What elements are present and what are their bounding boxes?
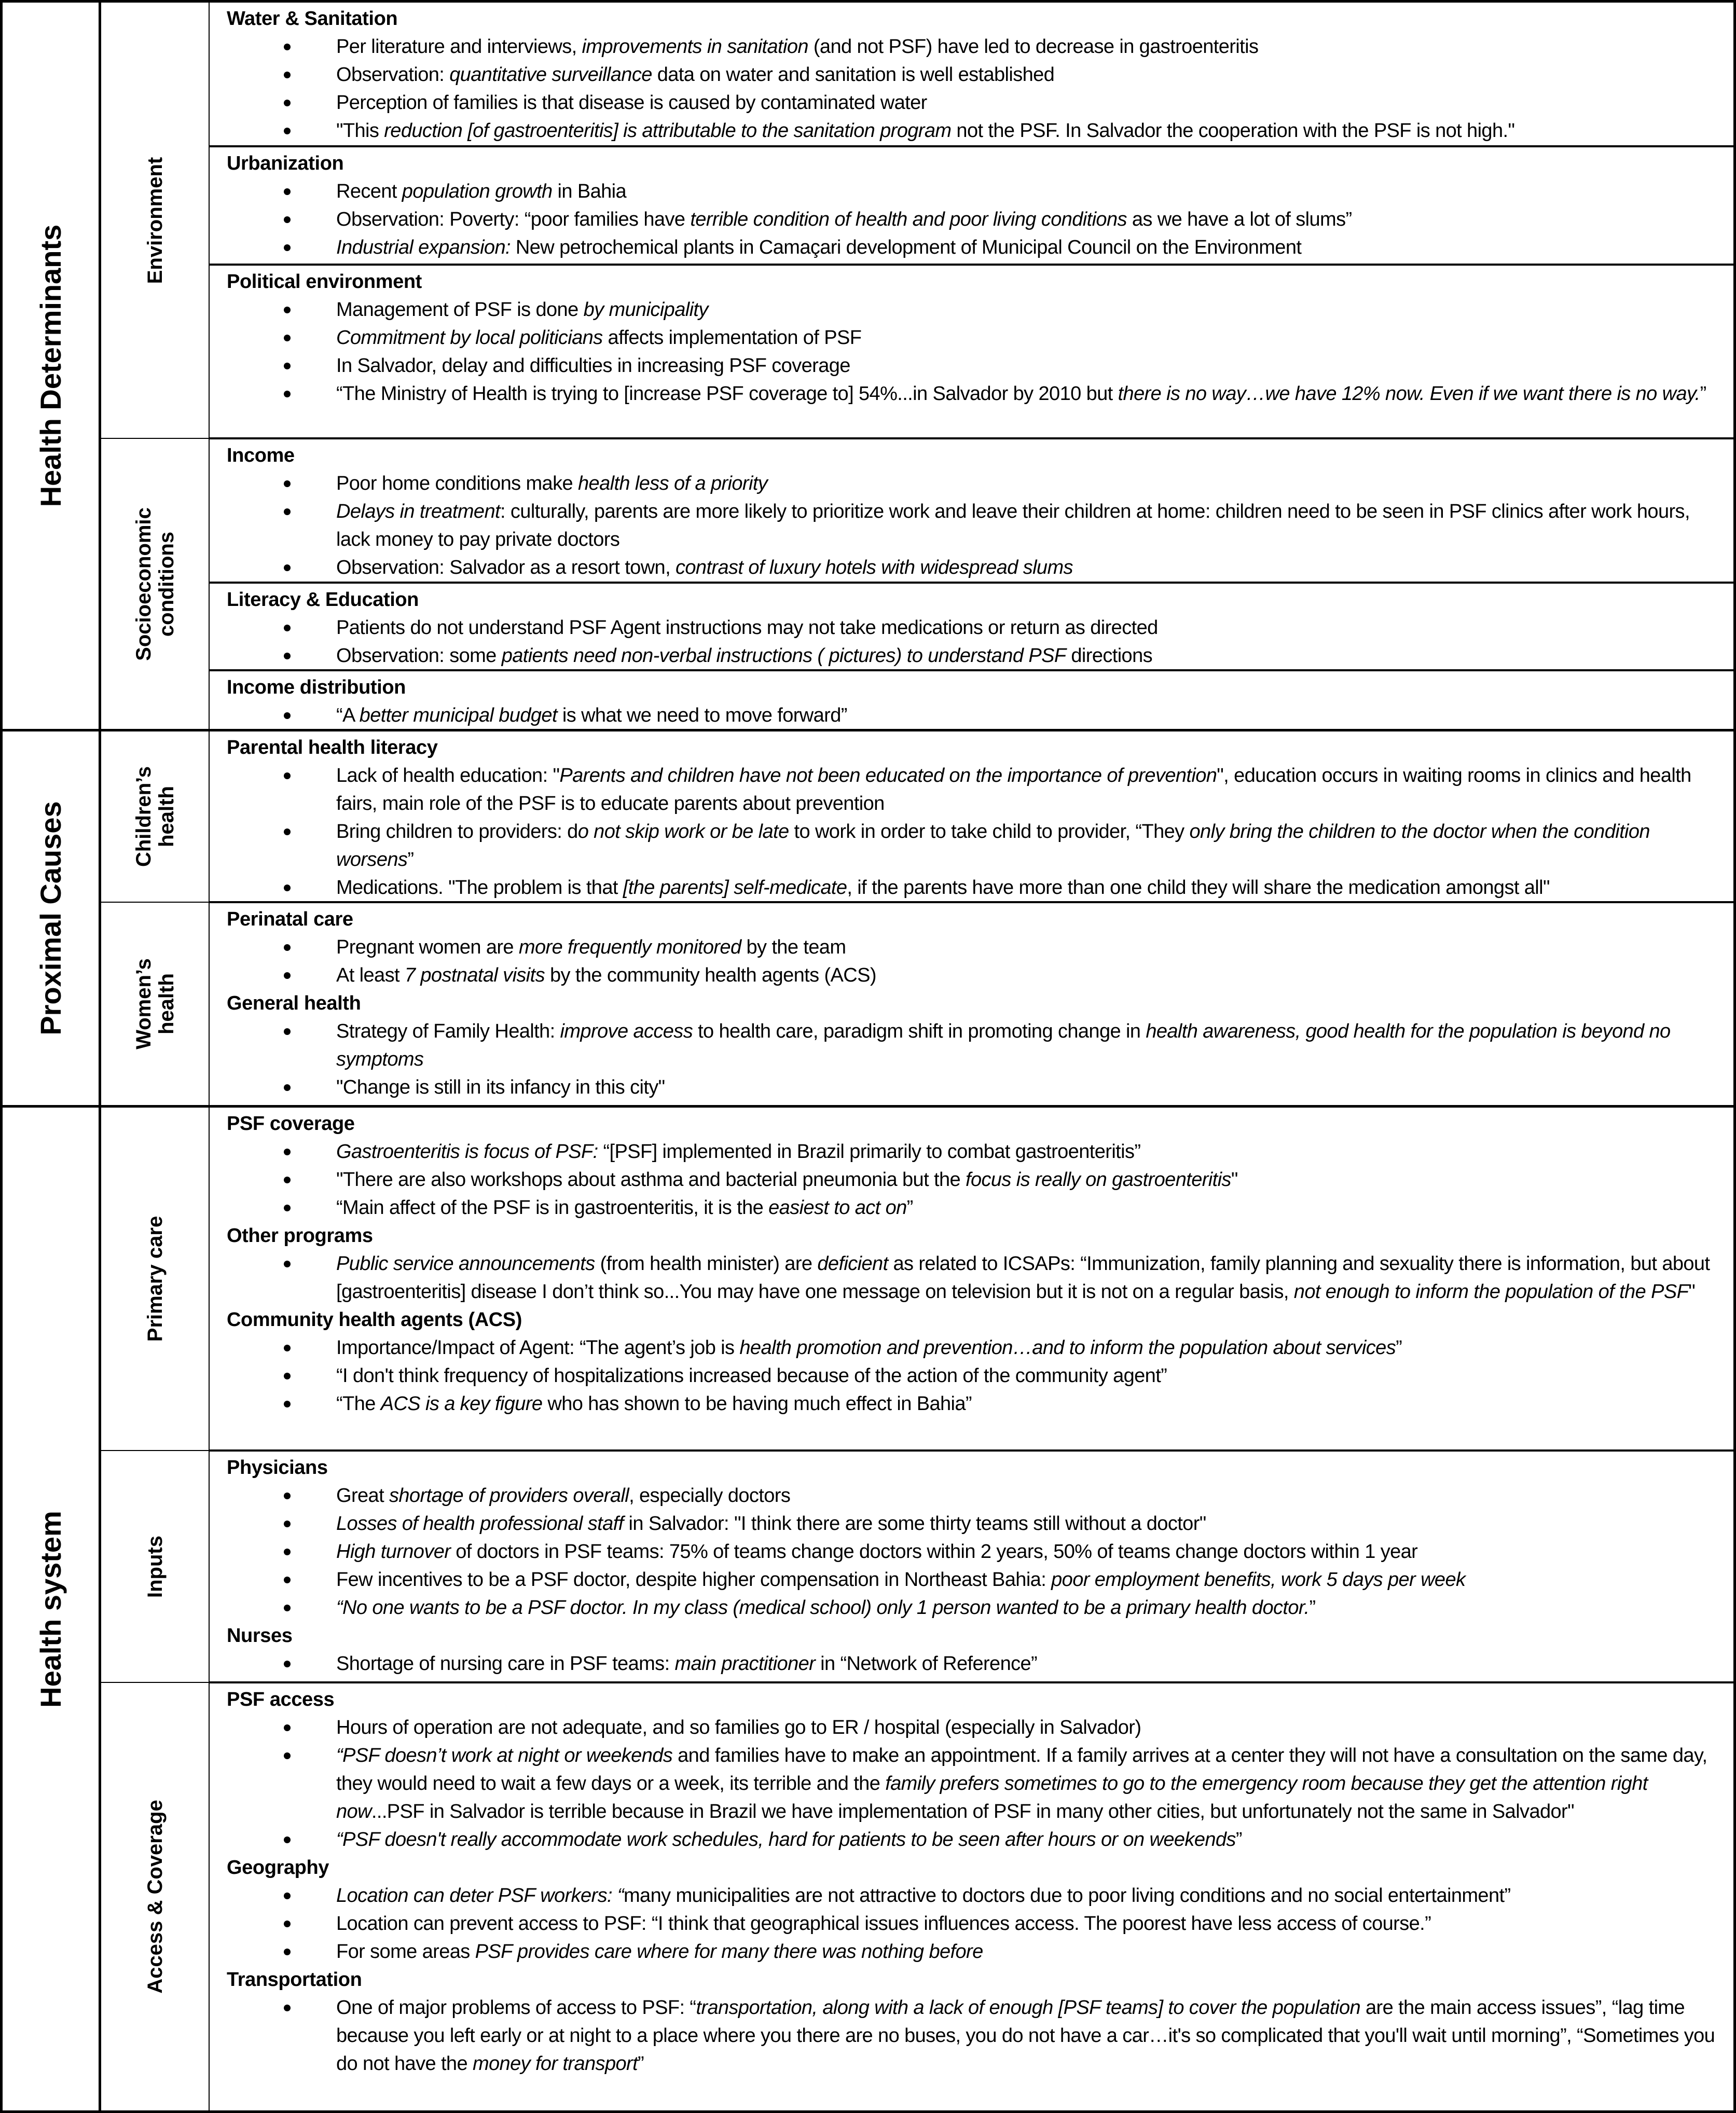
text: , if the parents have more than one child they will share the medication amongst all": [847, 877, 1550, 899]
text: Perception of families is that disease is caused by contaminated water: [336, 92, 927, 114]
bullet-icon: [284, 128, 291, 134]
bullet-item: [227, 117, 1718, 145]
italic-text: poor employment benefits, work 5 days per week: [1051, 1569, 1466, 1591]
italic-text: Industrial expansion:: [336, 237, 511, 258]
text: Hours of operation are not adequate, and so families go to ER / hospital (especially in Salvador): [336, 1717, 1141, 1738]
subgroup-label: Primary care: [143, 1216, 167, 1342]
bullet-icon: [284, 1205, 291, 1211]
bullet-item: [227, 614, 1718, 642]
group-label: Health Determinants: [34, 224, 67, 507]
bullet-item: [227, 296, 1718, 324]
subgroup-cell-access-coverage: [99, 1682, 211, 2113]
italic-text: not enough to inform the population of the PSF: [1293, 1281, 1689, 1303]
text: One of major problems of access to PSF: “: [336, 1997, 696, 2019]
bullet-item: [227, 1017, 1718, 1073]
subgroup-label-line: Socioeconomic: [132, 507, 155, 661]
text: are the main access issues”, “lag time because you left early or at night to a place where you there are no buses, you do not have a car…it's so complicated that you'll wait until morning”, “Sometimes you do not have the: [336, 1997, 1715, 2075]
bullet-icon: [284, 335, 291, 341]
bullet-icon: [284, 564, 291, 571]
text: to health care, paradigm shift in promoting change in: [693, 1020, 1146, 1042]
italic-text: Public service announcements: [336, 1253, 595, 1275]
text: Per literature and interviews,: [336, 36, 582, 58]
bullet-icon: [284, 100, 291, 106]
text: “[PSF] implemented in Brazil primarily to combat gastroenteritis”: [598, 1141, 1141, 1163]
bullet-icon: [284, 944, 291, 951]
italic-text: better municipal budget: [359, 705, 557, 726]
bullet-icon: [284, 828, 291, 835]
text: ", education occurs in waiting rooms in clinics and health fairs, main role of the PSF is to educate parents about prevention: [336, 765, 1691, 814]
text: many municipalities are not attractive to doctors due to poor living conditions and no social entertainment”: [624, 1885, 1511, 1907]
bullet-icon: [284, 772, 291, 779]
bullet-icon: [284, 2005, 291, 2011]
italic-text: there is no way…we have 12% now. Even if we want there is no way.: [1118, 383, 1700, 405]
bullet-item: [227, 1166, 1718, 1194]
italic-text: health promotion and prevention…and to inform the population about services: [739, 1337, 1396, 1359]
italic-text: easiest to act on: [768, 1197, 907, 1219]
bullet-item: [227, 1594, 1718, 1622]
section-title-physicians: Physicians: [227, 1457, 328, 1479]
bullet-item: [227, 1826, 1718, 1854]
text: "There are also workshops about asthma and bacterial pneumonia but the: [336, 1169, 966, 1191]
bullet-icon: [284, 712, 291, 719]
bullet-icon: [284, 1373, 291, 1379]
section-womens-health: [209, 902, 1736, 1108]
bullet-icon: [284, 44, 291, 50]
subgroup-label: Environment: [143, 157, 167, 284]
bullet-icon: [284, 1921, 291, 1927]
bullet-item: [227, 469, 1718, 498]
bullet-list: [227, 1650, 1718, 1678]
italic-text: health awareness, good health for the population is beyond no symptoms: [336, 1020, 1671, 1070]
section-political-environment: [209, 264, 1736, 439]
italic-text: more frequently monitored: [518, 936, 741, 958]
bullet-list: [227, 933, 1718, 989]
italic-text: Commitment by local politicians: [336, 327, 603, 349]
bullet-icon: [284, 72, 291, 78]
text: in Bahia: [552, 181, 627, 202]
section-title-political-environment: Political environment: [227, 271, 422, 293]
subgroup-label-line: health: [155, 973, 178, 1034]
bullet-icon: [284, 885, 291, 891]
italic-text: quantitative surveillance: [449, 64, 652, 86]
bullet-list: [227, 177, 1718, 261]
text: In Salvador, delay and difficulties in increasing PSF coverage: [336, 355, 850, 377]
text: ”: [1700, 383, 1706, 405]
section-water-sanitation: [209, 0, 1736, 147]
text: ”: [1396, 1337, 1402, 1359]
bullet-item: [227, 1650, 1718, 1678]
text: Recent: [336, 181, 402, 202]
subgroup-cell-environment: [99, 0, 211, 439]
bullet-icon: [284, 188, 291, 195]
bullet-list: [227, 296, 1718, 408]
bullet-icon: [284, 244, 291, 251]
bullet-item: [227, 498, 1718, 554]
subgroup-label: [132, 507, 178, 661]
bullet-item: [227, 1882, 1718, 1910]
bullet-list: [227, 1138, 1718, 1222]
bullet-list: [227, 762, 1718, 902]
section-primary-care: [209, 1105, 1736, 1451]
bullet-icon: [284, 1893, 291, 1899]
text: Strategy of Family Health:: [336, 1020, 560, 1042]
italic-text: improvements in sanitation: [582, 36, 808, 58]
text: “A: [336, 705, 360, 726]
text: “The: [336, 1393, 381, 1415]
subgroup-cell-childrens-health: [99, 729, 211, 903]
bullet-icon: [284, 1724, 291, 1731]
bullet-item: [227, 1194, 1718, 1222]
bullet-item: [227, 61, 1718, 89]
bullet-item: [227, 1994, 1718, 2078]
bullet-icon: [284, 508, 291, 515]
text: Medications. "The problem is that: [336, 877, 623, 899]
bullet-icon: [284, 1028, 291, 1035]
italic-text: patients need non-verbal instructions ( pictures) to understand PSF: [501, 645, 1066, 667]
bullet-list: [227, 1250, 1718, 1306]
bullet-item: [227, 1138, 1718, 1166]
bullet-icon: [284, 363, 291, 369]
section-title-general-health: General health: [227, 992, 361, 1014]
italic-text: only bring the children to the doctor when the condition worsens: [336, 821, 1650, 871]
section-access-coverage: [209, 1682, 1736, 2113]
bullet-item: [227, 1362, 1718, 1390]
bullet-icon: [284, 1521, 291, 1527]
text: ”: [638, 2053, 644, 2075]
section-title-other-programs: Other programs: [227, 1225, 373, 1247]
italic-text: Location can deter PSF workers: “: [336, 1885, 624, 1907]
text: as related to ICSAPs: “Immunization, family planning and sexuality there is information, but about [gastroenteritis] disease I don’t think so...You may have one message on television but it is not on a regular basis,: [336, 1253, 1710, 1303]
subgroup-label: [132, 766, 178, 867]
text: affects implementation of PSF: [602, 327, 862, 349]
italic-text: main practitioner: [674, 1653, 816, 1675]
bullet-item: [227, 89, 1718, 117]
section-urbanization: [209, 146, 1736, 265]
bullet-icon: [284, 1752, 291, 1759]
text: Location can prevent access to PSF: “I think that geographical issues influences access. The poorest have less access of course.”: [336, 1913, 1431, 1935]
subgroup-cell-primary-care: [99, 1105, 211, 1451]
text: At least: [336, 964, 405, 986]
bullet-list: [227, 1482, 1718, 1622]
bullet-item: [227, 961, 1718, 989]
text: ": [1688, 1281, 1696, 1303]
bullet-icon: [284, 1661, 291, 1667]
bullet-item: [227, 762, 1718, 818]
bullet-icon: [284, 307, 291, 313]
bullet-icon: [284, 1084, 291, 1091]
bullet-icon: [284, 1261, 291, 1267]
italic-text: money for transport: [472, 2053, 638, 2075]
text: Management of PSF is done: [336, 299, 584, 321]
bullet-icon: [284, 391, 291, 397]
text: For some areas: [336, 1941, 475, 1963]
italic-text: Parents and children have not been educated on the importance of prevention: [559, 765, 1217, 786]
text: poor families have: [530, 209, 691, 230]
bullet-item: [227, 1566, 1718, 1594]
bullet-list: [227, 614, 1718, 670]
bullet-item: [227, 233, 1718, 261]
italic-text: “No one wants to be a PSF doctor. In my class (medical school) only 1 person wanted to be a primary health doctor.: [336, 1597, 1310, 1619]
italic-text: ACS is a key figure: [380, 1393, 543, 1415]
text: Pregnant women are: [336, 936, 519, 958]
italic-text: o not skip work or be late: [577, 821, 789, 843]
subgroup-label-line: Women’s: [132, 958, 155, 1049]
text: ”: [407, 849, 414, 871]
italic-text: 7 postnatal visits: [404, 964, 545, 986]
section-title-income: Income: [227, 445, 295, 466]
bullet-icon: [284, 1836, 291, 1843]
text: Lack of health education: ": [336, 765, 560, 786]
section-title-transportation: Transportation: [227, 1969, 362, 1991]
bullet-item: [227, 1334, 1718, 1362]
bullet-list: [227, 1334, 1718, 1418]
italic-text: reduction [of gastroenteritis] is attributable to the sanitation program: [384, 120, 952, 142]
bullet-item: [227, 1714, 1718, 1742]
bullet-item: [227, 701, 1718, 729]
text: "Change is still in its infancy in this city": [336, 1076, 665, 1098]
bullet-item: [227, 933, 1718, 961]
italic-text: terrible condition of health and poor living conditions: [690, 209, 1127, 230]
section-title-water-sanitation: Water & Sanitation: [227, 8, 398, 30]
bullet-item: [227, 352, 1718, 380]
section-title-nurses: Nurses: [227, 1625, 293, 1647]
section-parental-health-literacy: [209, 729, 1736, 903]
text: ”: [1309, 1597, 1316, 1619]
section-title-parental-health-literacy: Parental health literacy: [227, 737, 438, 758]
bullet-icon: [284, 1177, 291, 1183]
group-label: Health system: [34, 1510, 67, 1708]
subgroup-label-line: Children’s: [132, 766, 155, 867]
subgroup-cell-womens-health: [99, 902, 211, 1108]
text: of doctors in PSF teams: 75% of teams change doctors within 2 years, 50% of teams change doctors within 1 year: [450, 1541, 1418, 1563]
italic-text: by municipality: [583, 299, 708, 321]
section-title-psf-access: PSF access: [227, 1689, 335, 1710]
bullet-item: [227, 1910, 1718, 1938]
text: Observation: Salvador as a resort town,: [336, 557, 676, 578]
bullet-item: [227, 1482, 1718, 1510]
text: ”: [906, 1197, 913, 1219]
text: : culturally, parents are more likely to prioritize work and leave their children at home: children need to be seen in PSF clinics after work hours, lack money to pay private doctors: [336, 501, 1690, 550]
bullet-item: [227, 33, 1718, 61]
section-title-perinatal-care: Perinatal care: [227, 908, 353, 930]
section-title-income-distribution: Income distribution: [227, 676, 406, 698]
text: is what we need to move forward”: [557, 705, 847, 726]
section-title-community-health-agents-acs: Community health agents (ACS): [227, 1309, 522, 1331]
text: Observation: some: [336, 645, 502, 667]
text: (and not PSF) have led to decrease in gastroenteritis: [808, 36, 1259, 58]
bullet-item: [227, 1742, 1718, 1826]
italic-text: health less of a priority: [578, 473, 768, 494]
text: "This: [336, 120, 384, 142]
italic-text: shortage of providers overall: [389, 1485, 629, 1507]
subgroup-cell-socioeconomic: [99, 438, 211, 731]
text: ...PSF in Salvador is terrible because in Brazil we have implementation of PSF in many other cities, but unfortunately not the same in Salvador": [371, 1801, 1574, 1822]
section-inputs: [209, 1450, 1736, 1683]
italic-text: “PSF doesn’t work at night or weekends: [336, 1745, 673, 1766]
text: Importance/Impact of Agent: “The agent’s job is: [336, 1337, 740, 1359]
bullet-item: [227, 554, 1718, 582]
bullet-list: [227, 701, 1718, 729]
text: Observation:: [336, 64, 450, 86]
bullet-item: [227, 642, 1718, 670]
italic-text: family prefers sometimes to go to the emergency room because they get the attention right now: [336, 1773, 1648, 1822]
bullet-list: [227, 1882, 1718, 1966]
text: New petrochemical plants in Camaçari development of Municipal Council on the Environment: [510, 237, 1302, 258]
bullet-item: [227, 874, 1718, 902]
text: data on water and sanitation is well established: [652, 64, 1055, 86]
text: and families have to make an appointment. If a family arrives at a center they will not have a consultation on the same day, they would need to wait a few days or a week, its terrible and the: [336, 1745, 1707, 1794]
italic-text: Gastroenteritis is focus of PSF:: [336, 1141, 598, 1163]
bullet-item: [227, 1073, 1718, 1101]
bullet-item: [227, 818, 1718, 874]
text: as we have a lot of slums”: [1126, 209, 1352, 230]
bullet-item: [227, 177, 1718, 205]
text: ”: [1235, 1829, 1242, 1850]
subgroup-label-line: health: [155, 786, 178, 847]
text: by the team: [741, 936, 846, 958]
bullet-icon: [284, 1549, 291, 1555]
bullet-icon: [284, 1493, 291, 1499]
bullet-item: [227, 1538, 1718, 1566]
section-title-urbanization: Urbanization: [227, 153, 344, 174]
text: in Salvador: "I think there are some thirty teams still without a doctor": [623, 1513, 1206, 1535]
bullet-icon: [284, 1345, 291, 1351]
text: Shortage of nursing care in PSF teams:: [336, 1653, 675, 1675]
group-cell-proximal-causes: [0, 729, 101, 1108]
text: not the PSF. In Salvador the cooperation with the PSF is not high.": [951, 120, 1515, 142]
text: Bring children to providers: d: [336, 821, 578, 843]
text: (from health minister) are: [595, 1253, 818, 1275]
bullet-icon: [284, 625, 291, 631]
bullet-list: [227, 33, 1718, 145]
text: who has shown to be having much effect in Bahia”: [542, 1393, 972, 1415]
group-cell-health-system: [0, 1105, 101, 2113]
bullet-item: [227, 380, 1718, 408]
italic-text: focus is really on gastroenteritis: [965, 1169, 1231, 1191]
italic-text: High turnover: [336, 1541, 451, 1563]
italic-text: “PSF doesn't really accommodate work schedules, hard for patients to be seen after hours or on weekends: [336, 1829, 1236, 1850]
section-title-geography: Geography: [227, 1857, 329, 1879]
section-income-distribution: [209, 670, 1736, 731]
text: “Main affect of the PSF is in gastroenteritis, it is the: [336, 1197, 769, 1219]
bullet-list: [227, 1714, 1718, 1854]
italic-text: deficient: [817, 1253, 888, 1275]
bullet-list: [227, 469, 1718, 582]
bullet-item: [227, 1510, 1718, 1538]
bullet-icon: [284, 972, 291, 979]
subgroup-label: Access & Coverage: [143, 1800, 167, 1994]
italic-text: contrast of luxury hotels with widespread slums: [676, 557, 1073, 578]
bullet-list: [227, 1017, 1718, 1101]
text: “The Ministry of Health is trying to [increase PSF coverage to] 54%...in Salvador by 2010 but: [336, 383, 1118, 405]
bullet-item: [227, 1938, 1718, 1966]
italic-text: PSF provides care where for many there was nothing before: [475, 1941, 983, 1963]
bullet-icon: [284, 653, 291, 659]
italic-text: Delays in treatment: [336, 501, 500, 522]
text: “I don't think frequency of hospitalizations increased because of the action of the community agent”: [336, 1365, 1167, 1387]
text: , especially doctors: [629, 1485, 791, 1507]
italic-text: transportation, along with a lack of enough [PSF teams] to cover the population: [696, 1997, 1361, 2019]
text: by the community health agents (ACS): [545, 964, 876, 986]
text: Observation: Poverty: “: [336, 209, 531, 230]
text: to work in order to take child to provider, “They: [789, 821, 1190, 843]
text: in “Network of Reference”: [815, 1653, 1038, 1675]
text: ": [1231, 1169, 1238, 1191]
section-income: [209, 438, 1736, 583]
text: Great: [336, 1485, 389, 1507]
section-title-literacy-education: Literacy & Education: [227, 589, 419, 611]
subgroup-label: [132, 958, 178, 1049]
bullet-item: [227, 1390, 1718, 1418]
bullet-icon: [284, 1949, 291, 1955]
bullet-item: [227, 1250, 1718, 1306]
bullet-icon: [284, 1605, 291, 1611]
italic-text: [the parents] self-medicate: [623, 877, 847, 899]
text: Patients do not understand PSF Agent instructions may not take medications or return as directed: [336, 617, 1158, 639]
italic-text: population growth: [402, 181, 553, 202]
text: Few incentives to be a PSF doctor, despite higher compensation in Northeast Bahia:: [336, 1569, 1052, 1591]
group-cell-health-determinants: [0, 0, 101, 731]
italic-text: improve access: [560, 1020, 693, 1042]
text: Poor home conditions make: [336, 473, 578, 494]
bullet-item: [227, 324, 1718, 352]
italic-text: Losses of health professional staff: [336, 1513, 624, 1535]
bullet-icon: [284, 1577, 291, 1583]
bullet-icon: [284, 1401, 291, 1407]
bullet-list: [227, 1994, 1718, 2078]
subgroup-label: Inputs: [143, 1535, 167, 1598]
section-title-psf-coverage: PSF coverage: [227, 1113, 355, 1135]
subgroup-cell-inputs: [99, 1450, 211, 1683]
bullet-item: [227, 205, 1718, 233]
bullet-icon: [284, 1149, 291, 1155]
group-label: Proximal Causes: [34, 801, 67, 1035]
bullet-icon: [284, 216, 291, 223]
subgroup-label-line: conditions: [155, 531, 178, 637]
bullet-icon: [284, 480, 291, 487]
text: directions: [1066, 645, 1153, 667]
section-literacy-education: [209, 582, 1736, 671]
